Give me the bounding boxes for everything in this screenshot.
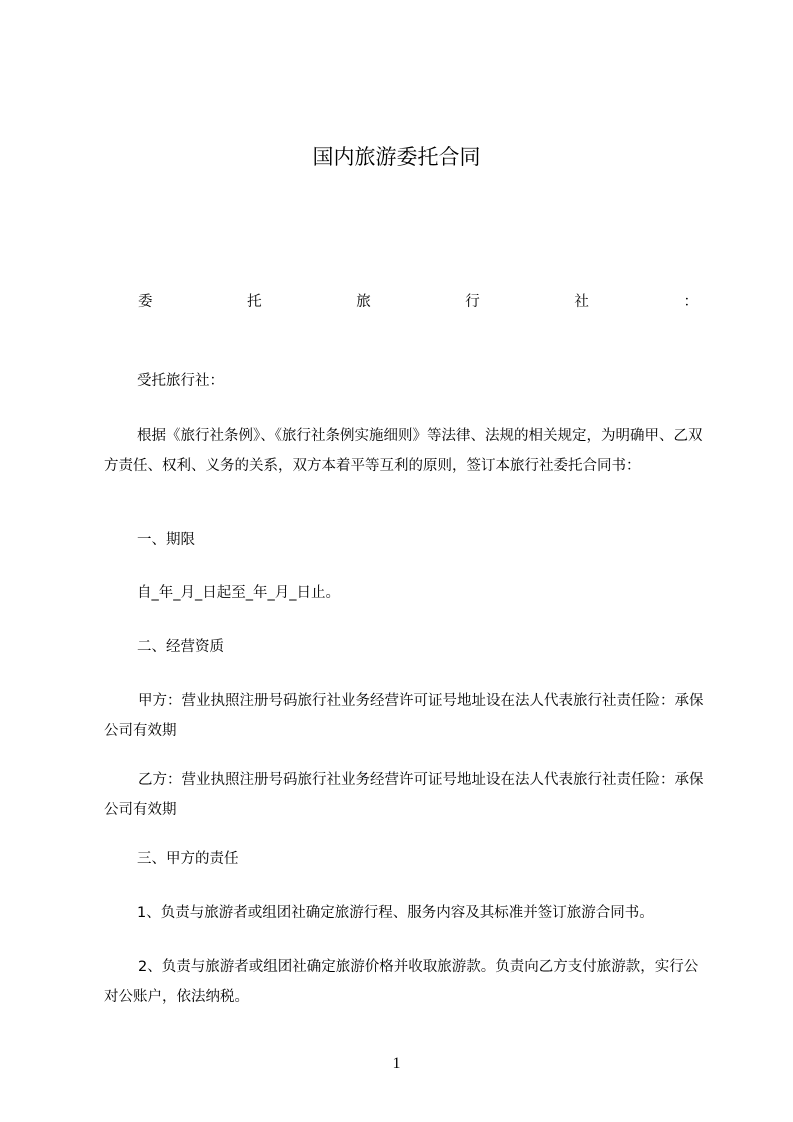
clause-1: 1、负责与旅游者或组团社确定旅游行程、服务内容及其标准并签订旅游合同书。 xyxy=(137,905,654,921)
entrusting-agency-line xyxy=(138,287,698,317)
contract-title: 国内旅游委托合同 xyxy=(312,145,481,169)
page-number: 1 xyxy=(392,1055,401,1072)
party-b-paragraph: 乙方：营业执照注册号码旅行社业务经营许可证号地址设在法人代表旅行社责任险：承保公司有效期 xyxy=(104,772,704,818)
party-a-paragraph: 甲方：营业执照注册号码旅行社业务经营许可证号地址设在法人代表旅行社责任险：承保公司有效期 xyxy=(104,693,704,739)
entrusting-char-2: 托 xyxy=(247,294,262,310)
entrusting-char-5: 社 xyxy=(574,294,589,310)
preamble-paragraph: 根据《旅行社条例》、《旅行社条例实施细则》等法律、法规的相关规定，为明确甲、乙双方责任、权利、义务的关系，双方本着平等互利的原则，签订本旅行社委托合同书： xyxy=(104,428,703,474)
clause-2: 2、负责与旅游者或组团社确定旅游价格并收取旅游款。负责向乙方支付旅游款，实行公对公账户，依法纳税。 xyxy=(104,959,699,1005)
entrusting-colon: ： xyxy=(683,294,698,310)
section-2-heading: 二、经营资质 xyxy=(137,639,224,655)
section-3-heading: 三、甲方的责任 xyxy=(137,851,239,867)
entrusted-agency-label: 受托旅行社： xyxy=(137,373,224,389)
section-1-heading: 一、期限 xyxy=(137,532,195,548)
entrusting-char-3: 旅 xyxy=(356,294,371,310)
entrusting-char-1: 委 xyxy=(138,294,153,310)
entrusting-char-4: 行 xyxy=(465,294,480,310)
section-1-text: 自_年_月_日起至_年_月_日止。 xyxy=(137,585,340,601)
